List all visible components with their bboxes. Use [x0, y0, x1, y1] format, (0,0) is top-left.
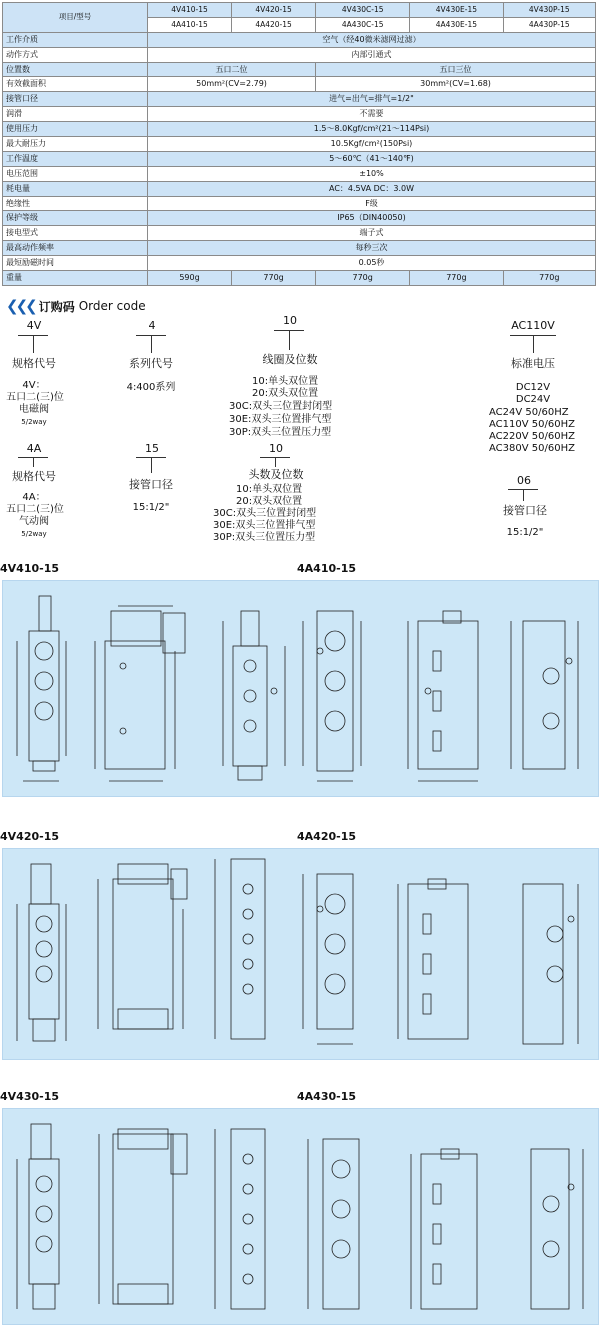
drawing-title-4a410: 4A410-15 — [297, 562, 357, 575]
head-option: 20:双头双位置 — [236, 496, 303, 507]
coil-option: 20:双头双位置 — [252, 388, 319, 399]
spec-code-a-desc: 气动阀 — [19, 516, 49, 527]
code-connector — [533, 335, 534, 353]
head-code: 10 — [269, 442, 283, 455]
series-code: 4 — [148, 319, 156, 332]
spec-label: 有效截面积 — [3, 77, 148, 92]
drawing-panel-410 — [2, 580, 599, 797]
weight-row — [3, 271, 596, 286]
drawing-430 — [3, 1109, 598, 1324]
spec-label: 位置数 — [3, 62, 148, 77]
spec-code-a-desc: 五口二(三)位 — [6, 504, 64, 515]
drawing-title-4v430: 4V430-15 — [0, 1090, 60, 1103]
spec-label: 耗电量 — [3, 181, 148, 196]
chevron-left-icon: ❮❮❮ — [6, 297, 35, 315]
weight-cell: 770g — [316, 271, 410, 286]
spec-value: 空气（经40微米滤网过滤） — [148, 32, 596, 47]
spec-value: F级 — [148, 196, 596, 211]
head-option: 30C:双头三位置封闭型 — [213, 508, 317, 519]
voltage-code-label: 标准电压 — [511, 357, 555, 370]
drawing-title-4v420: 4V420-15 — [0, 830, 60, 843]
coil-option: 30P:双头三位置压力型 — [229, 427, 332, 438]
spec-code-v-desc: 五口二(三)位 — [6, 392, 64, 403]
spec-row — [3, 256, 596, 271]
model-cell: 4V410-15 — [148, 3, 232, 18]
code-connector — [275, 457, 276, 467]
voltage-option: AC24V 50/60HZ — [489, 407, 569, 418]
spec-row — [3, 226, 596, 241]
weight-cell: 770g — [232, 271, 316, 286]
model-cell: 4V430P-15 — [503, 3, 596, 18]
spec-row — [3, 151, 596, 166]
spec-row — [3, 77, 596, 92]
drawing-420 — [3, 849, 598, 1059]
code-connector — [151, 457, 152, 473]
spec-code-a-desc: 5/2way — [21, 530, 47, 538]
voltage-code: AC110V — [511, 319, 555, 332]
spec-code-v-desc: 5/2way — [21, 418, 47, 426]
spec-value: IP65（DIN40050) — [148, 211, 596, 226]
spec-row — [3, 181, 596, 196]
port-code-a: 15 — [145, 442, 159, 455]
spec-row — [3, 32, 596, 47]
port-code-b-label: 接管口径 — [503, 504, 547, 517]
header-label: 项目/型号 — [3, 3, 148, 33]
port-code-a-desc: 15:1/2" — [132, 502, 170, 513]
spec-table — [2, 2, 596, 286]
spec-value: AC：4.5VA DC：3.0W — [148, 181, 596, 196]
spec-value: 10.5Kgf/cm²(150Psi) — [148, 137, 596, 152]
spec-label: 电压范围 — [3, 166, 148, 181]
spec-label: 保护等级 — [3, 211, 148, 226]
spec-label: 工作温度 — [3, 151, 148, 166]
coil-code-label: 线圈及位数 — [262, 353, 318, 366]
spec-label: 最短励磁时间 — [3, 256, 148, 271]
coil-option: 30E:双头三位置排气型 — [229, 414, 332, 425]
spec-row — [3, 62, 596, 77]
series-code-desc: 4:400系列 — [126, 382, 176, 393]
code-connector — [523, 489, 524, 501]
spec-value-right: 五口三位 — [316, 62, 596, 77]
spec-code-v: 4V — [26, 319, 42, 332]
voltage-option: AC380V 50/60HZ — [489, 443, 575, 454]
voltage-option: DC24V — [515, 394, 551, 405]
order-code-title-cn: 订购码 — [38, 299, 75, 314]
spec-row — [3, 211, 596, 226]
code-connector — [151, 335, 152, 353]
order-code-title — [6, 297, 146, 315]
spec-value: 进气=出气=排气=1/2" — [148, 92, 596, 107]
spec-value: 每秒三次 — [148, 241, 596, 256]
spec-value-right: 30mm²(CV=1.68) — [316, 77, 596, 92]
voltage-option: AC220V 50/60HZ — [489, 431, 575, 442]
spec-row — [3, 47, 596, 62]
model-cell: 4A430P-15 — [503, 17, 596, 32]
spec-row — [3, 241, 596, 256]
spec-value-left: 50mm²(CV=2.79) — [148, 77, 316, 92]
drawing-title-4v410: 4V410-15 — [0, 562, 60, 575]
series-code-label: 系列代号 — [129, 357, 173, 370]
spec-value: 不需要 — [148, 107, 596, 122]
drawing-title-4a430: 4A430-15 — [297, 1090, 357, 1103]
coil-option: 30C:双头三位置封闭型 — [229, 401, 333, 412]
spec-row — [3, 107, 596, 122]
spec-value: 5～60℃（41～140℉) — [148, 151, 596, 166]
spec-code-v-label: 规格代号 — [12, 357, 56, 370]
spec-row — [3, 122, 596, 137]
spec-code-v-desc: 电磁阀 — [19, 404, 49, 415]
model-cell: 4A410-15 — [148, 17, 232, 32]
spec-value: ±10% — [148, 166, 596, 181]
spec-value: 内部引通式 — [148, 47, 596, 62]
model-cell: 4V430C-15 — [316, 3, 410, 18]
spec-label: 工作介质 — [3, 32, 148, 47]
model-cell: 4A430E-15 — [410, 17, 503, 32]
coil-option: 10:单头双位置 — [252, 376, 319, 387]
weight-cell: 770g — [410, 271, 503, 286]
spec-label: 接管口径 — [3, 92, 148, 107]
spec-row — [3, 92, 596, 107]
spec-label: 最大耐压力 — [3, 137, 148, 152]
spec-row — [3, 166, 596, 181]
model-cell: 4A430C-15 — [316, 17, 410, 32]
spec-value-left: 五口二位 — [148, 62, 316, 77]
spec-label: 使用压力 — [3, 122, 148, 137]
drawing-410 — [3, 581, 598, 796]
port-code-b-desc: 15:1/2" — [506, 527, 544, 538]
spec-value: 端子式 — [148, 226, 596, 241]
spec-label: 重量 — [3, 271, 148, 286]
spec-value: 1.5～8.0Kgf/cm²(21～114Psi) — [148, 122, 596, 137]
coil-code: 10 — [283, 314, 297, 327]
spec-label: 动作方式 — [3, 47, 148, 62]
port-code-a-label: 接管口径 — [129, 478, 173, 491]
model-cell: 4V420-15 — [232, 3, 316, 18]
port-code-b: 06 — [517, 474, 531, 487]
model-cell: 4V430E-15 — [410, 3, 503, 18]
voltage-option: DC12V — [515, 382, 551, 393]
head-code-label: 头数及位数 — [248, 468, 304, 481]
spec-label: 接电型式 — [3, 226, 148, 241]
weight-cell: 770g — [503, 271, 596, 286]
code-connector — [289, 330, 290, 350]
spec-code-v-desc: 4V： — [22, 380, 46, 391]
spec-code-a: 4A — [26, 442, 42, 455]
spec-row — [3, 137, 596, 152]
spec-label: 绝缘性 — [3, 196, 148, 211]
order-code-title-en: Order code — [78, 299, 146, 313]
spec-code-a-desc: 4A： — [22, 492, 46, 503]
model-row-1 — [3, 3, 596, 18]
spec-label: 最高动作频率 — [3, 241, 148, 256]
head-option: 10:单头双位置 — [236, 484, 303, 495]
drawing-title-4a420: 4A420-15 — [297, 830, 357, 843]
code-connector — [33, 335, 34, 353]
drawing-panel-420 — [2, 848, 599, 1060]
spec-value: 0.05秒 — [148, 256, 596, 271]
model-cell: 4A420-15 — [232, 17, 316, 32]
spec-label: 润滑 — [3, 107, 148, 122]
code-connector — [33, 457, 34, 467]
voltage-option: AC110V 50/60HZ — [489, 419, 575, 430]
drawing-panel-430 — [2, 1108, 599, 1325]
spec-row — [3, 196, 596, 211]
weight-cell: 590g — [148, 271, 232, 286]
head-option: 30P:双头三位置压力型 — [213, 532, 316, 543]
spec-code-a-label: 规格代号 — [12, 470, 56, 483]
head-option: 30E:双头三位置排气型 — [213, 520, 316, 531]
